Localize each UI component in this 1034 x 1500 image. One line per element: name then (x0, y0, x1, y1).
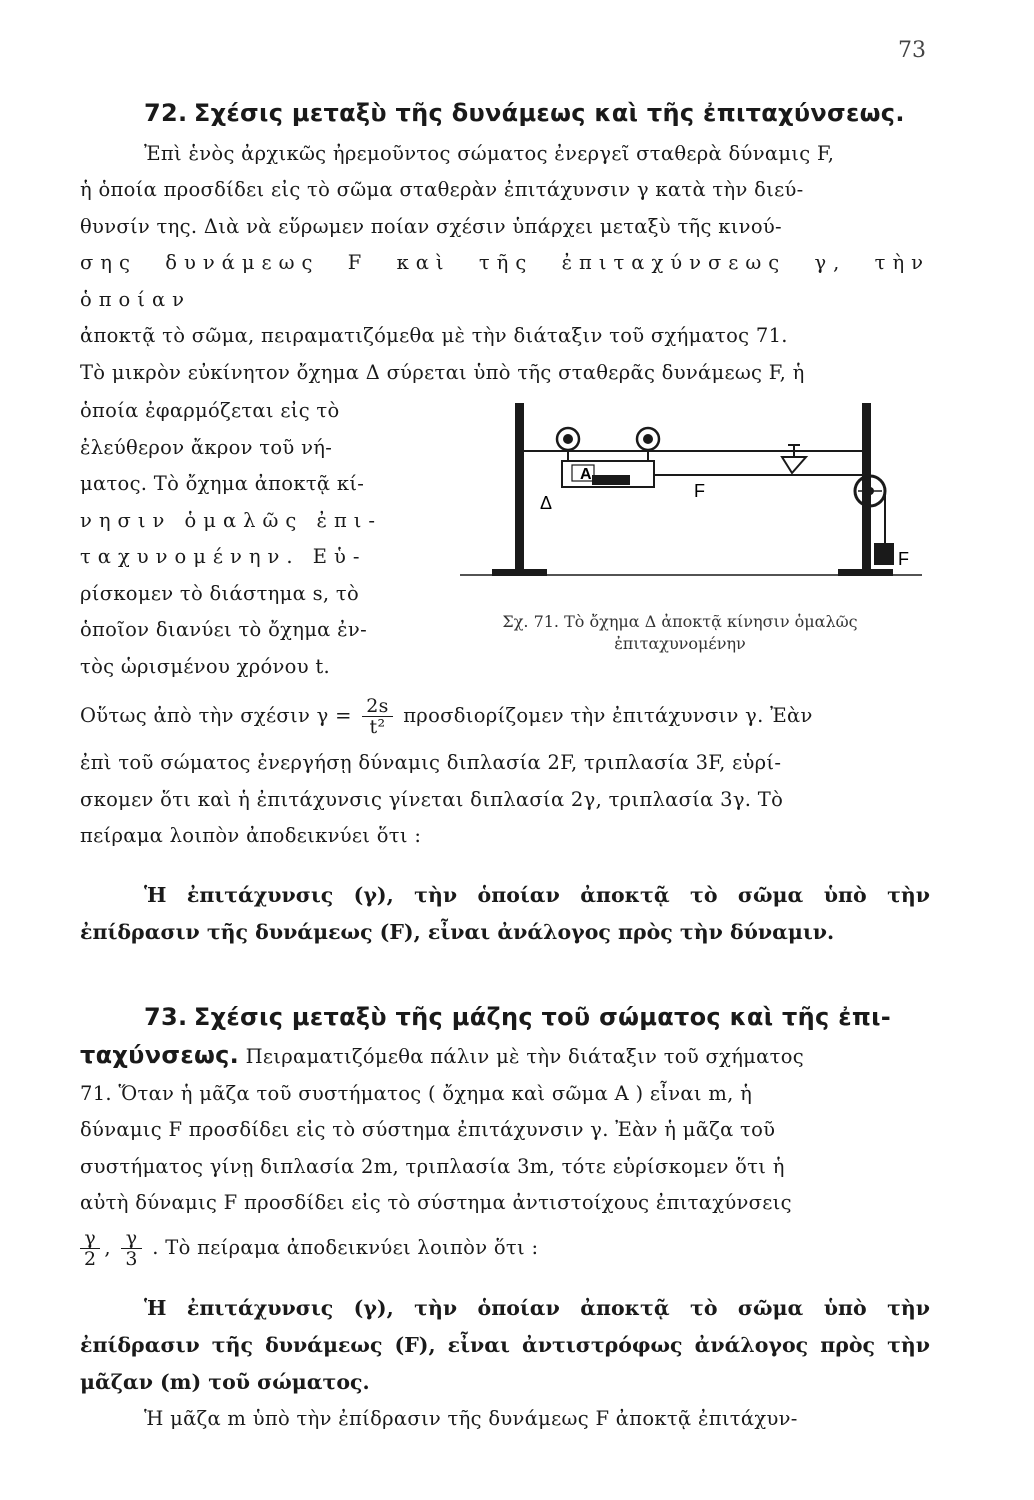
left-stand (515, 403, 524, 575)
fraction-text: . Τὸ πείραμα ἀποδεικνύει λοιπὸν ὅτι : (152, 1235, 539, 1259)
label-A: A (580, 466, 592, 483)
law-73: Ἡ ἐπιτάχυνσις (γ), τὴν ὁποίαν ἀποκτᾷ τὸ σῶμα ὑπὸ τὴν ἐπίδρασιν τῆς δυνάμεως (F), εἶναι ἀντιστρόφως ἀνάλογος πρὸς τὴν μᾶζαν (m) τοῦ σώματος. (80, 1295, 930, 1394)
page-number: 73 (898, 38, 926, 63)
fraction-denominator: 2 (84, 1247, 97, 1270)
weight-F (874, 543, 894, 565)
formula-suffix: προσδιορίζομεν τὴν ἐπιτάχυνσιν γ. Ἐὰν (403, 704, 813, 727)
page-content (80, 95, 930, 1437)
formula-denominator: t² (369, 716, 386, 738)
section-72-intro-line-2: ἡ ὁποία προσδίδει εἰς τὸ σῶμα σταθερὰν ἐπιτάχυνσιν γ κατὰ τὴν διεύ- (80, 178, 804, 201)
label-F-weight: F (898, 549, 909, 569)
section-73-title: Σχέσις μεταξὺ τῆς μάζης τοῦ σώματος καὶ τῆς ἐπι- (193, 1002, 892, 1031)
section-73-line: αὐτὴ δύναμις F προσδίδει εἰς τὸ σύστημα ἀντιστοίχους ἐπιταχύνσεις (80, 1191, 792, 1214)
side-line: ὁποία ἐφαρμόζεται εἰς τὸ (80, 399, 340, 422)
left-stand-foot (492, 569, 547, 576)
wheel-icon (637, 428, 659, 450)
section-72-intro-line-4: σης δυνάμεως F καὶ τῆς ἐπιταχύνσεως γ, τὴν ὁποίαν (80, 251, 930, 311)
after-line-1: ἐπὶ τοῦ σώματος ἐνεργήσῃ δύναμις διπλασία 2F, τριπλασία 3F, εὑρί- (80, 751, 782, 774)
section-72-heading-line (80, 95, 930, 134)
figure-side-text (80, 393, 430, 685)
body-A (592, 475, 630, 485)
fraction-denominator: 3 (125, 1247, 138, 1270)
section-73-first-line-rest: Πειραματιζόμεθα πάλιν μὲ τὴν διάταξιν τοῦ σχήματος (245, 1045, 804, 1068)
fraction-gamma-2 (80, 1228, 100, 1269)
side-line: ὁποῖον διανύει τὸ ὄχημα ἐν- (80, 618, 367, 641)
section-72-intro-line-1: Ἐπὶ ἑνὸς ἀρχικῶς ἠρεμοῦντος σώματος ἐνεργεῖ σταθερὰ δύναμις F, (144, 141, 835, 165)
side-line: νησιν ὁμαλῶς ἐπι- (80, 508, 383, 532)
figure-block (80, 393, 930, 685)
section-72-intro-line-3: θυνσίν της. Διὰ νὰ εὕρωμεν ποίαν σχέσιν ὑπάρχει μεταξὺ τῆς κινού- (80, 214, 782, 238)
section-72-number: 72. (144, 99, 188, 127)
fraction-line: $\frac{\gamma}{2}$ , $\frac{\gamma}{3}$ . Τὸ πείραμα ἀποδεικνύει λοιπὸν ὅτι : (80, 1222, 930, 1274)
label-F-string: F (694, 481, 705, 501)
after-line-3: πείραμα λοιπὸν ἀποδεικνύει ὅτι : (80, 824, 422, 847)
section-72-intro-line-5: ἀποκτᾷ τὸ σῶμα, πειραματιζόμεθα μὲ τὴν διάταξιν τοῦ σχήματος 71. (80, 324, 788, 347)
right-stand-foot (838, 569, 893, 576)
stopper-icon (782, 457, 806, 473)
figure-caption (430, 611, 930, 655)
law-72: Ἡ ἐπιτάχυνσις (γ), τὴν ὁποίαν ἀποκτᾷ τὸ σῶμα ὑπὸ τὴν ἐπίδρασιν τῆς δυνάμεως (F), εἶναι ἀνάλογος πρὸς τὴν δύναμιν. (80, 882, 930, 944)
side-line: ματος. Τὸ ὄχημα ἀποκτᾷ κί- (80, 472, 365, 495)
caption-line-2: ἐπιταχυνομένην (614, 634, 746, 653)
section-72-title: Σχέσις μεταξὺ τῆς δυνάμεως καὶ τῆς ἐπιταχύνσεως. (193, 99, 905, 127)
section-72-intro-line-6: Τὸ μικρὸν εὐκίνητον ὄχημα Δ σύρεται ὑπὸ τῆς σταθερᾶς δυνάμεως F, ἡ (80, 360, 805, 384)
label-delta: Δ (540, 493, 553, 513)
side-line: ταχυνομένην. Εὑ- (80, 545, 367, 568)
fraction-numerator: γ (80, 1228, 100, 1249)
wheel-icon (557, 428, 579, 450)
formula-fraction (362, 696, 392, 737)
section-73-line: συστήματος γίνῃ διπλασία 2m, τριπλασία 3m, τότε εὑρίσκομεν ὅτι ἡ (80, 1154, 785, 1178)
after-line-2: σκομεν ὅτι καὶ ἡ ἐπιτάχυνσις γίνεται διπλασία 2γ, τριπλασία 3γ. Τὸ (80, 787, 784, 811)
section-72 (80, 95, 930, 951)
section-73-line: δύναμις F προσδίδει εἰς τὸ σύστημα ἐπιτάχυνσιν γ. Ἐὰν ἡ μᾶζα τοῦ (80, 1118, 776, 1141)
formula-numerator: 2s (362, 696, 392, 717)
section-73-heading-line (80, 999, 930, 1038)
side-line: ρίσκομεν τὸ διάστημα s, τὸ (80, 581, 360, 605)
formula-prefix: Οὕτως ἀπὸ τὴν σχέσιν γ = (80, 704, 352, 727)
side-line: τὸς ὡρισμένου χρόνου t. (80, 654, 330, 678)
caption-line-1: Σχ. 71. Τὸ ὄχημα Δ ἀποκτᾷ κίνησιν ὁμαλῶς (502, 612, 858, 631)
section-73-line-1 (80, 1037, 930, 1076)
figure-71 (430, 393, 930, 685)
fraction-numerator: γ (121, 1228, 141, 1249)
section-73-number: 73. (144, 1002, 188, 1031)
formula-line (80, 687, 930, 745)
apparatus-diagram (430, 393, 930, 603)
fraction-gamma-3 (121, 1228, 141, 1269)
section-73-last-line: Ἡ μᾶζα m ὑπὸ τὴν ἐπίδρασιν τῆς δυνάμεως F ἀποκτᾷ ἐπιτάχυν- (144, 1406, 798, 1430)
section-73 (80, 999, 930, 1438)
section-73-line: 71. Ὅταν ἡ μᾶζα τοῦ συστήματος ( ὄχημα καὶ σῶμα A ) εἶναι m, ἡ (80, 1081, 753, 1105)
pulley-icon (855, 476, 885, 506)
section-73-title-cont: ταχύνσεως. (80, 1041, 240, 1069)
side-line: ἐλεύθερον ἄκρον τοῦ νή- (80, 435, 333, 459)
